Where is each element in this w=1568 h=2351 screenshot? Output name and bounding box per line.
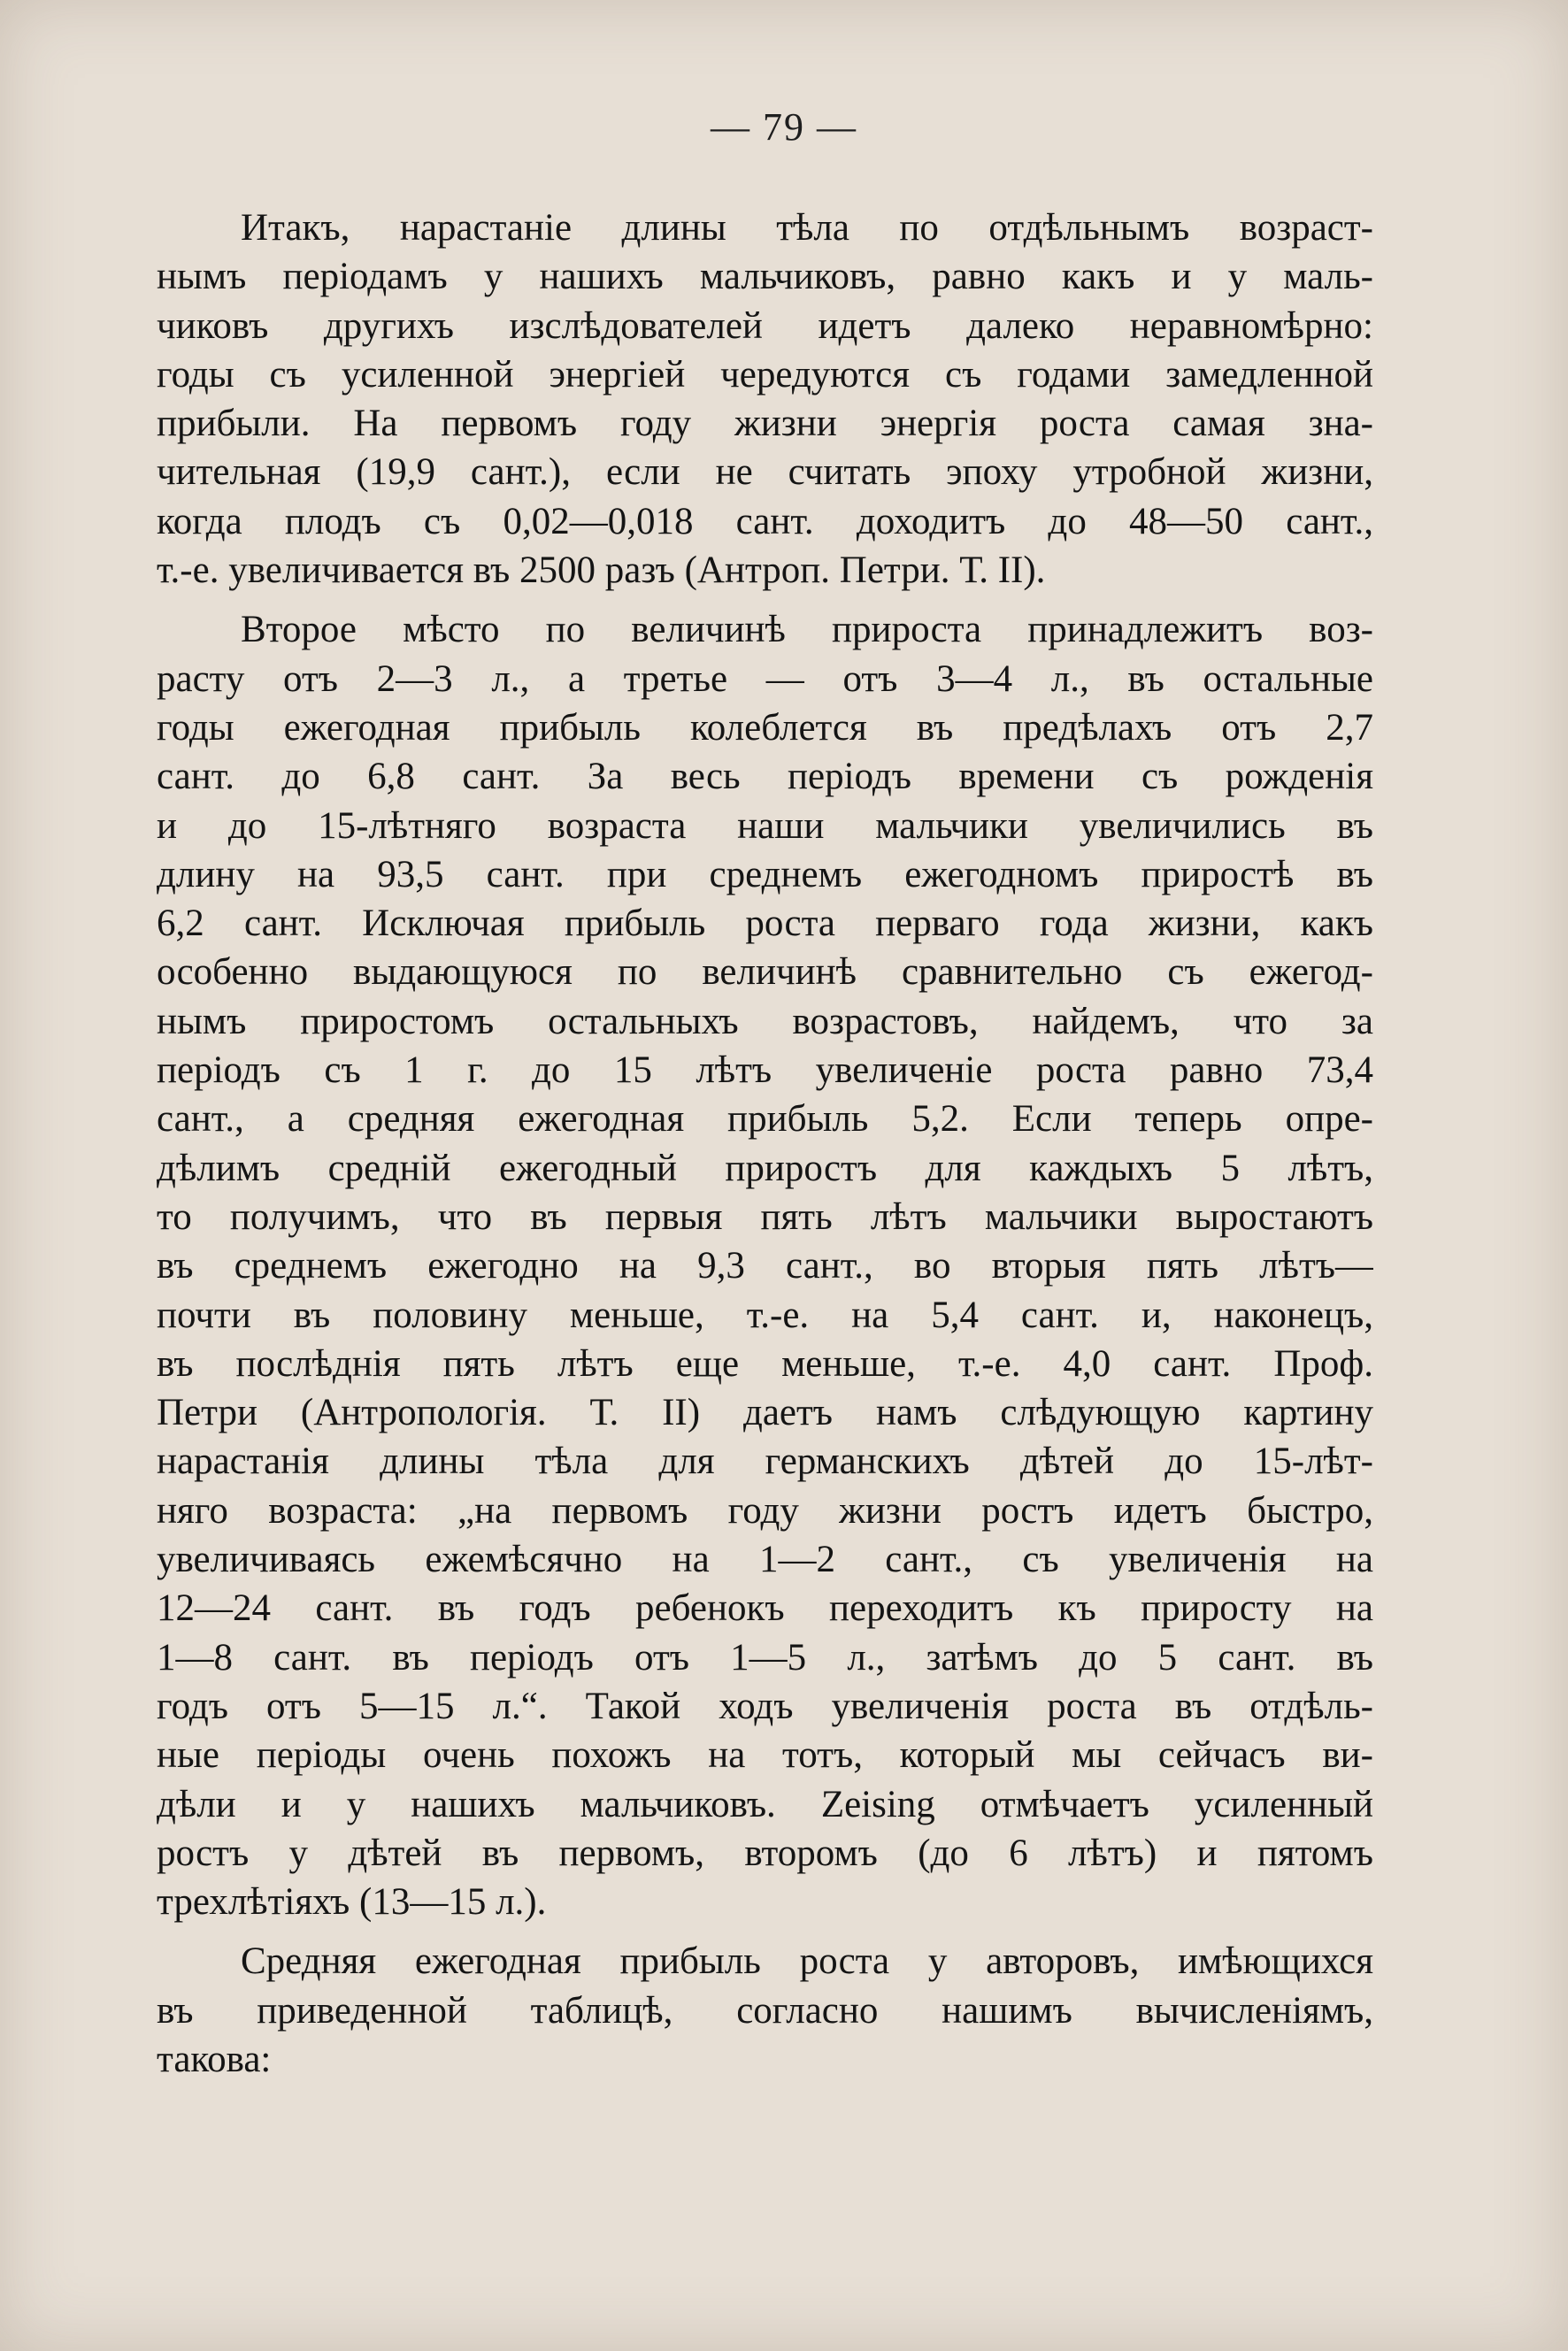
text-line: т.-е. увеличивается въ 2500 разъ (Антроп. Петри. Т. II). [157, 549, 1046, 592]
text-line: ростъ у дѣтей въ первомъ, второмъ (до 6 лѣтъ) и пятомъ [157, 1832, 1373, 1874]
text-line: въ послѣднія пять лѣтъ еще меньше, т.-е. 4,0 сант. Проф. [157, 1342, 1373, 1385]
body-text [157, 204, 1373, 2084]
text-line: такова: [157, 2038, 272, 2080]
text-line: годы съ усиленной энергіей чередуются съ годами замедленной [157, 353, 1373, 396]
paragraph-gap [157, 1926, 1373, 1937]
text-line: трехлѣтіяхъ (13—15 л.). [157, 1881, 547, 1924]
text-line: дѣлимъ среднiй ежегодный приростъ для каждыхъ 5 лѣтъ, [157, 1147, 1373, 1189]
text-line: нымъ приростомъ остальныхъ возрастовъ, найдемъ, что за [157, 1000, 1373, 1042]
text-line: нымъ періодамъ у нашихъ мальчиковъ, равно какъ и у маль- [157, 256, 1373, 298]
text-line: сант. до 6,8 сант. За весь періодъ времени съ рожденія [157, 756, 1373, 798]
text-line: когда плодъ съ 0,02—0,018 сант. доходитъ до 48—50 сант., [157, 500, 1373, 542]
text-line: годы ежегодная прибыль колеблется въ предѣлахъ отъ 2,7 [157, 706, 1373, 749]
text-line: 6,2 сант. Исключая прибыль роста перваго года жизни, какъ [157, 903, 1373, 945]
text-line: 1—8 сант. въ періодъ отъ 1—5 л., затѣмъ до 5 сант. въ [157, 1636, 1373, 1679]
paragraph [157, 204, 1373, 595]
paragraph [157, 605, 1373, 1926]
text-line: дѣли и у нашихъ мальчиковъ. Zeising отмѣчаетъ усиленный [157, 1783, 1373, 1825]
text-line: Второе мѣсто по величинѣ прироста принадлежитъ воз- [241, 609, 1373, 651]
text-line: увеличиваясь ежемѣсячно на 1—2 сант., съ увеличенія на [157, 1539, 1373, 1581]
text-line: Итакъ, нарастаніе длины тѣла по отдѣльнымъ возраст- [241, 207, 1373, 249]
paragraph [157, 1937, 1373, 2084]
text-line: прибыли. На первомъ году жизни энергія роста самая зна- [157, 403, 1373, 445]
text-line: сант., а средняя ежегодная прибыль 5,2. Если теперь опре- [157, 1098, 1373, 1141]
text-line: длину на 93,5 сант. при среднемъ ежегодномъ приростѣ въ [157, 853, 1373, 895]
text-line: и до 15-лѣтняго возраста наши мальчики увеличились въ [157, 804, 1373, 847]
text-line: почти въ половину меньше, т.-е. на 5,4 сант. и, наконецъ, [157, 1294, 1373, 1336]
text-line: то получимъ, что въ первыя пять лѣтъ мальчики выростаютъ [157, 1195, 1373, 1238]
text-line: чительная (19,9 сант.), если не считать эпоху утробной жизни, [157, 451, 1373, 494]
text-line: чиковъ другихъ изслѣдователей идетъ далеко неравномѣрно: [157, 304, 1373, 347]
text-line: няго возраста: „на первомъ году жизни ростъ идетъ быстро, [157, 1489, 1373, 1532]
text-line: Петри (Антропологія. Т. II) даетъ намъ слѣдующую картину [157, 1392, 1373, 1434]
text-line: въ приведенной таблицѣ, согласно нашимъ вычисленіямъ, [157, 1989, 1373, 2032]
page-number: — 79 — [711, 105, 857, 149]
text-line: расту отъ 2—3 л., а третье — отъ 3—4 л., въ остальные [157, 657, 1373, 700]
text-line: періодъ съ 1 г. до 15 лѣтъ увеличеніе роста равно 73,4 [157, 1049, 1373, 1092]
text-line: особенно выдающуюся по величинѣ сравнительно съ ежегод- [157, 951, 1373, 994]
text-line: нарастанія длины тѣла для германскихъ дѣтей до 15-лѣт- [157, 1441, 1373, 1483]
text-line: Средняя ежегодная прибыль роста у авторовъ, имѣющихся [241, 1940, 1373, 1983]
paragraph-gap [157, 595, 1373, 605]
text-line: въ среднемъ ежегодно на 9,3 сант., во вторыя пять лѣтъ— [157, 1245, 1373, 1287]
text-line: 12—24 сант. въ годъ ребенокъ переходитъ къ приросту на [157, 1587, 1373, 1630]
text-line: ные періоды очень похожъ на тотъ, который мы сейчасъ ви- [157, 1734, 1373, 1777]
text-line: годъ отъ 5—15 л.“. Такой ходъ увеличенія роста въ отдѣль- [157, 1685, 1373, 1727]
